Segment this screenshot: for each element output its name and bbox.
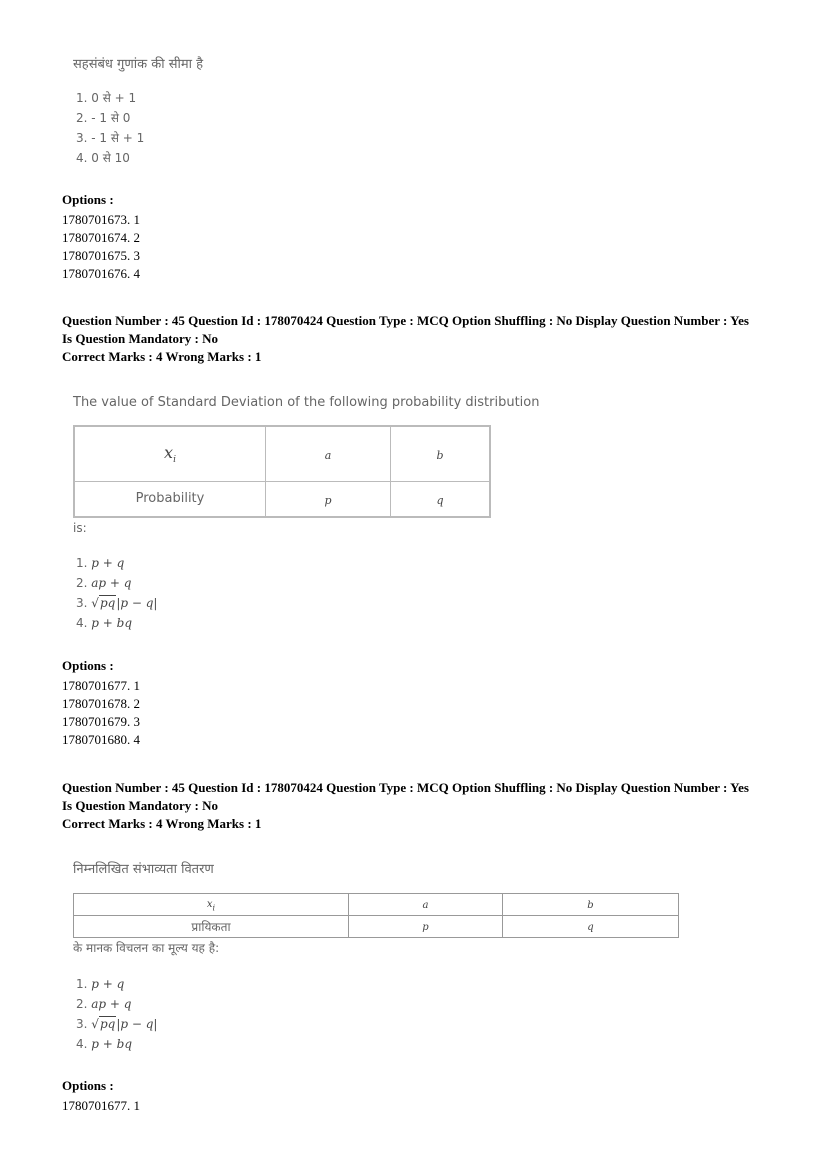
q2-meta-line1: Question Number : 45 Question Id : 178070424 Question Type : MCQ Option Shuffling : No Display Question Number : Yes <box>62 313 749 328</box>
q3-options-block <box>62 1077 140 1115</box>
q1-choice-4: 4. 0 से 10 <box>76 151 130 165</box>
q1-choices <box>76 88 144 168</box>
q2-table-prob-q: q <box>391 481 491 517</box>
q2-table-probability-label: Probability <box>74 481 266 517</box>
q3-meta <box>62 779 749 833</box>
q3-choice-1: 1. p + q <box>76 977 125 991</box>
q2-table-header-b: b <box>391 426 491 481</box>
q1-option-1: 1780701673. 1 <box>62 212 140 227</box>
q3-table-prob-q: q <box>503 915 679 937</box>
q3-meta-line2: Is Question Mandatory : No <box>62 798 219 813</box>
q2-option-1: 1780701677. 1 <box>62 678 140 693</box>
q2-meta-line2: Is Question Mandatory : No <box>62 331 219 346</box>
q3-table-header-a: a <box>349 894 503 916</box>
q3-choice-2: 2. ap + q <box>76 997 132 1011</box>
q2-option-2: 1780701678. 2 <box>62 696 140 711</box>
q1-options-label: Options : <box>62 192 114 207</box>
q2-stem: The value of Standard Deviation of the following probability distribution <box>73 395 540 410</box>
q3-table-probability-label: प्रायिकता <box>74 915 349 937</box>
q2-options-block <box>62 657 140 749</box>
q1-option-2: 1780701674. 2 <box>62 230 140 245</box>
q2-options-label: Options : <box>62 658 114 673</box>
q2-choice-1: 1. p + q <box>76 556 125 570</box>
q3-choices <box>76 974 157 1054</box>
q2-choice-4: 4. p + bq <box>76 616 133 630</box>
q2-is-text: is: <box>73 521 87 535</box>
q1-choice-2: 2. - 1 से 0 <box>76 111 131 125</box>
q3-stem: निम्नलिखित संभाव्यता वितरण <box>73 862 214 877</box>
q3-table-prob-p: p <box>349 915 503 937</box>
q3-choice-3: 3. √pq|p − q| <box>76 1017 158 1031</box>
q2-option-4: 1780701680. 4 <box>62 732 140 747</box>
q1-choice-1: 1. 0 से + 1 <box>76 91 137 105</box>
q2-option-3: 1780701679. 3 <box>62 714 140 729</box>
q2-meta-line3: Correct Marks : 4 Wrong Marks : 1 <box>62 349 262 364</box>
q3-meta-line3: Correct Marks : 4 Wrong Marks : 1 <box>62 816 262 831</box>
q2-table-header-a: a <box>266 426 391 481</box>
q3-table-header-x: $x_i$ <box>74 894 349 916</box>
q1-choice-3: 3. - 1 से + 1 <box>76 131 145 145</box>
q1-stem: सहसंबंध गुणांक की सीमा है <box>73 57 204 72</box>
q3-table-header-b: b <box>503 894 679 916</box>
q2-table-prob-p: p <box>266 481 391 517</box>
q2-choice-2: 2. ap + q <box>76 576 132 590</box>
q3-options-label: Options : <box>62 1078 114 1093</box>
q1-option-4: 1780701676. 4 <box>62 266 140 281</box>
q2-choice-3: 3. √pq|p − q| <box>76 596 158 610</box>
q1-option-3: 1780701675. 3 <box>62 248 140 263</box>
q1-options-block <box>62 191 140 283</box>
q2-distribution-table <box>73 425 491 518</box>
q3-meta-line1: Question Number : 45 Question Id : 178070424 Question Type : MCQ Option Shuffling : No Display Question Number : Yes <box>62 780 749 795</box>
q3-after-text: के मानक विचलन का मूल्य यह है: <box>73 941 220 955</box>
q2-choices <box>76 553 157 633</box>
q3-option-1: 1780701677. 1 <box>62 1098 140 1113</box>
q2-meta <box>62 312 749 366</box>
q3-choice-4: 4. p + bq <box>76 1037 133 1051</box>
q2-table-header-x: $x_i$ <box>74 426 266 481</box>
q3-distribution-table <box>73 893 679 938</box>
